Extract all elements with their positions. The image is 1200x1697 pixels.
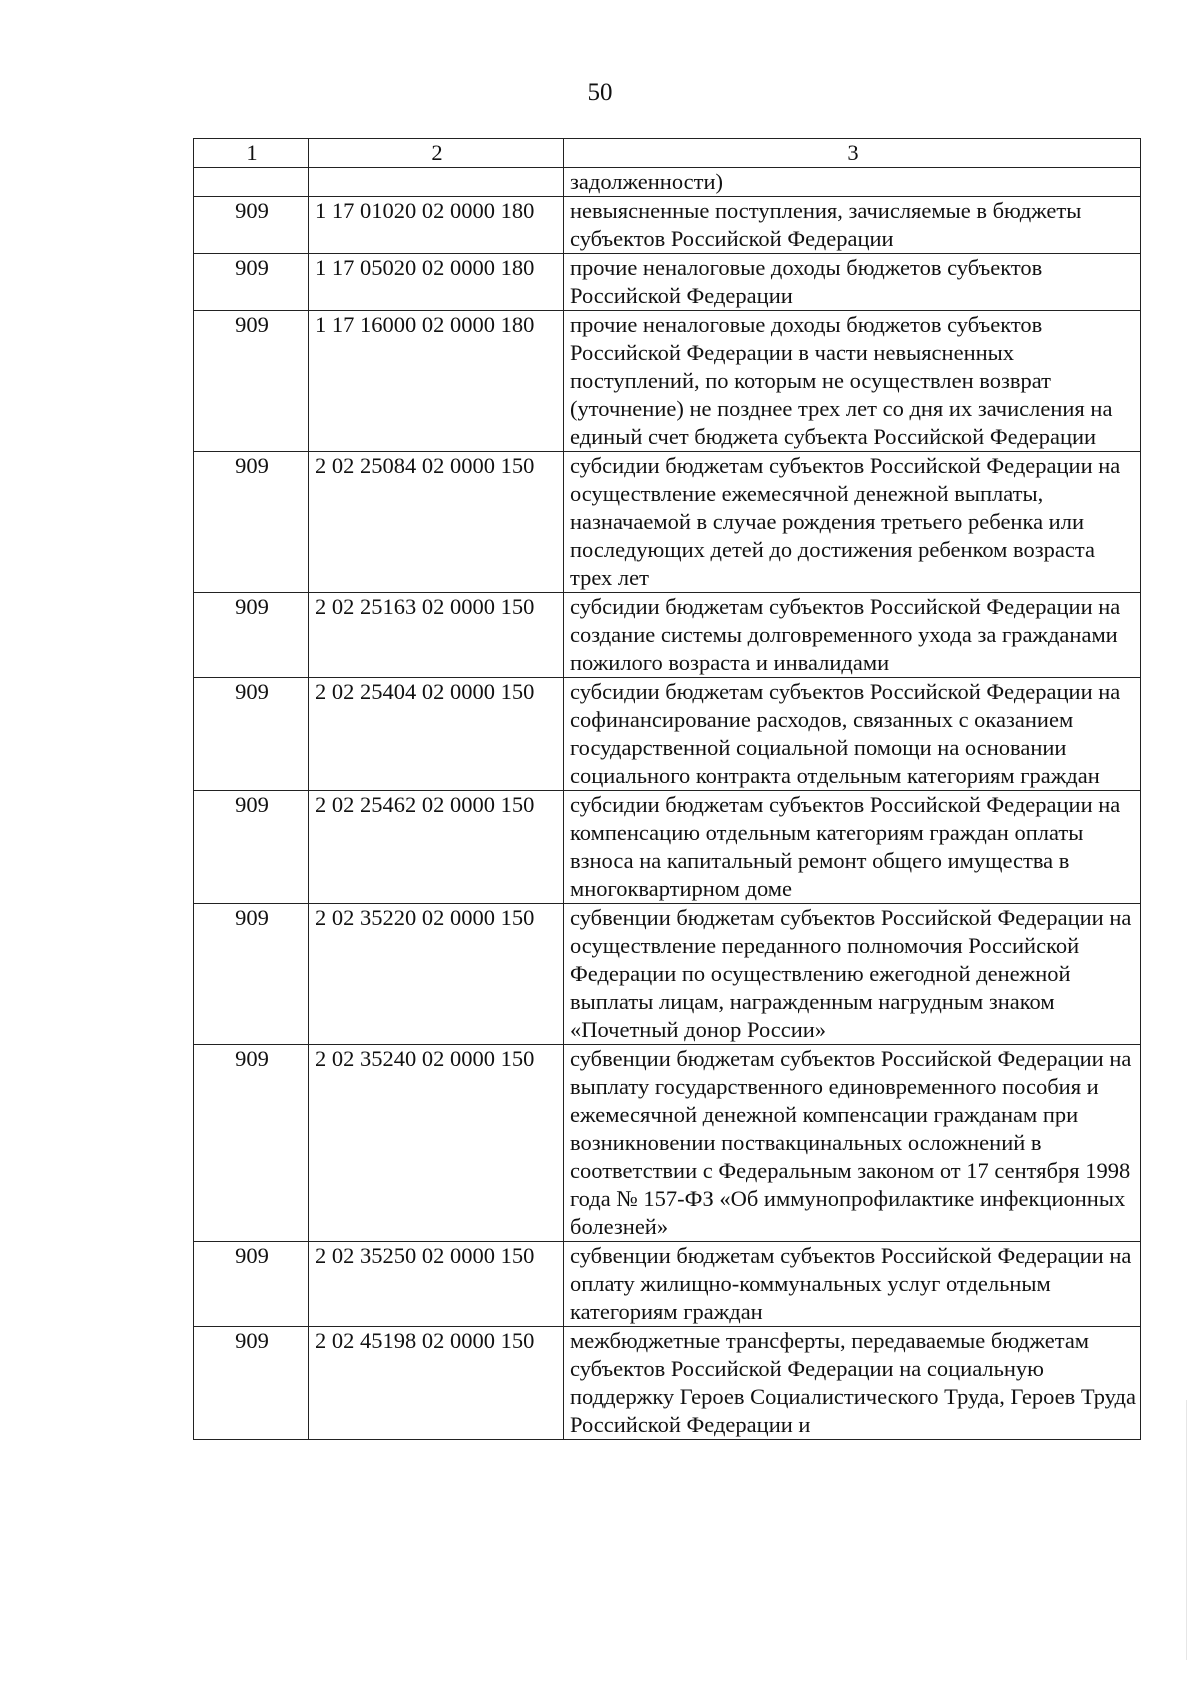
column-number-header: 1: [194, 139, 309, 168]
table-row: [194, 791, 1141, 904]
budget-classification-code-cell: 2 02 45198 02 0000 150: [309, 1327, 564, 1440]
revenue-description-cell: субвенции бюджетам субъектов Российской Федерации на оплату жилищно-коммунальных услуг отдельным категориям граждан: [564, 1242, 1141, 1327]
table-row: [194, 197, 1141, 254]
revenue-description-cell: субвенции бюджетам субъектов Российской Федерации на осуществление переданного полномочия Российской Федерации по осуществлению ежегодной денежной выплаты лицам, награжденным нагрудным знаком «Почетный донор России»: [564, 904, 1141, 1045]
budget-classification-code-cell: 2 02 35220 02 0000 150: [309, 904, 564, 1045]
table-row: [194, 452, 1141, 593]
admin-code-cell: 909: [194, 678, 309, 791]
budget-classification-code-cell: 2 02 25084 02 0000 150: [309, 452, 564, 593]
revenue-description-cell: невыясненные поступления, зачисляемые в бюджеты субъектов Российской Федерации: [564, 197, 1141, 254]
budget-classification-code-cell: 1 17 05020 02 0000 180: [309, 254, 564, 311]
revenue-description-cell: задолженности): [564, 168, 1141, 197]
table-row: [194, 1242, 1141, 1327]
admin-code-cell: [194, 168, 309, 197]
admin-code-cell: 909: [194, 254, 309, 311]
admin-code-cell: 909: [194, 197, 309, 254]
column-number-header: 2: [309, 139, 564, 168]
table-row: [194, 1327, 1141, 1440]
admin-code-cell: 909: [194, 904, 309, 1045]
revenue-description-cell: межбюджетные трансферты, передаваемые бюджетам субъектов Российской Федерации на социальную поддержку Героев Социалистического Труда, Героев Труда Российской Федерации и: [564, 1327, 1141, 1440]
column-number-header-row: [194, 139, 1141, 168]
admin-code-cell: 909: [194, 593, 309, 678]
revenue-codes-table: [193, 138, 1141, 1440]
scan-edge-mark: [1186, 1400, 1187, 1660]
budget-classification-code-cell: 2 02 25404 02 0000 150: [309, 678, 564, 791]
revenue-description-cell: субсидии бюджетам субъектов Российской Федерации на осуществление ежемесячной денежной выплаты, назначаемой в случае рождения третьего ребенка или последующих детей до достижения ребенком возраста трех лет: [564, 452, 1141, 593]
table-row: [194, 1045, 1141, 1242]
column-number-header: 3: [564, 139, 1141, 168]
table-row: [194, 168, 1141, 197]
budget-classification-code-cell: 2 02 35240 02 0000 150: [309, 1045, 564, 1242]
budget-classification-code-cell: 1 17 16000 02 0000 180: [309, 311, 564, 452]
admin-code-cell: 909: [194, 452, 309, 593]
budget-classification-code-cell: 1 17 01020 02 0000 180: [309, 197, 564, 254]
page-number: 50: [587, 79, 613, 106]
revenue-description-cell: субсидии бюджетам субъектов Российской Федерации на компенсацию отдельным категориям граждан оплаты взноса на капитальный ремонт общего имущества в многоквартирном доме: [564, 791, 1141, 904]
admin-code-cell: 909: [194, 311, 309, 452]
table-row: [194, 904, 1141, 1045]
revenue-description-cell: прочие неналоговые доходы бюджетов субъектов Российской Федерации: [564, 254, 1141, 311]
budget-classification-code-cell: [309, 168, 564, 197]
table-row: [194, 678, 1141, 791]
budget-classification-code-cell: 2 02 25163 02 0000 150: [309, 593, 564, 678]
table-row: [194, 593, 1141, 678]
admin-code-cell: 909: [194, 1327, 309, 1440]
revenue-description-cell: прочие неналоговые доходы бюджетов субъектов Российской Федерации в части невыясненных поступлений, по которым не осуществлен возврат (уточнение) не позднее трех лет со дня их зачисления на единый счет бюджета субъекта Российской Федерации: [564, 311, 1141, 452]
budget-classification-code-cell: 2 02 35250 02 0000 150: [309, 1242, 564, 1327]
admin-code-cell: 909: [194, 1045, 309, 1242]
admin-code-cell: 909: [194, 791, 309, 904]
revenue-description-cell: субсидии бюджетам субъектов Российской Федерации на софинансирование расходов, связанных с оказанием государственной социальной помощи на основании социального контракта отдельным категориям граждан: [564, 678, 1141, 791]
table-row: [194, 254, 1141, 311]
table-row: [194, 311, 1141, 452]
revenue-description-cell: субсидии бюджетам субъектов Российской Федерации на создание системы долговременного ухода за гражданами пожилого возраста и инвалидами: [564, 593, 1141, 678]
budget-classification-code-cell: 2 02 25462 02 0000 150: [309, 791, 564, 904]
admin-code-cell: 909: [194, 1242, 309, 1327]
revenue-description-cell: субвенции бюджетам субъектов Российской Федерации на выплату государственного единовременного пособия и ежемесячной денежной компенсации гражданам при возникновении поствакцинальных осложнений в соответствии с Федеральным законом от 17 сентября 1998 года № 157-ФЗ «Об иммунопрофилактике инфекционных болезней»: [564, 1045, 1141, 1242]
